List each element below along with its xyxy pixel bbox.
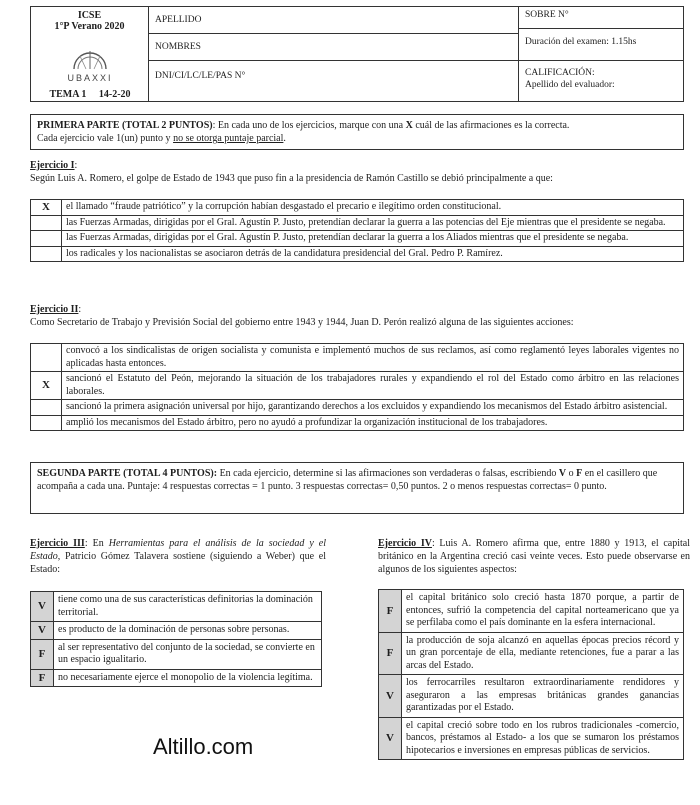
option-text: el capital creció sobre todo en los rubros tradicionales -comercio, bancos, préstamos al Estado- a los que se sumaron los préstamos hipotecarios e inversiones en empresas públicas de servicios. <box>402 717 684 760</box>
sobre-label: SOBRE N° <box>525 10 569 20</box>
tema-label: TEMA 1 14-2-20 <box>49 89 131 100</box>
ejercicio-3-options <box>30 591 322 687</box>
option-text: las Fuerzas Armadas, dirigidas por el Gral. Agustín P. Justo, pretendían declarar la guerra a los Aliados mientras que el presidente se negaba. <box>62 231 684 247</box>
option-text: sancionó la primera asignación universal por hijo, garantizando derechos a los excluidos y expandiendo los mecanismos del Estado árbitro asistencial. <box>62 400 684 416</box>
answer-mark-cell[interactable]: X <box>31 200 62 216</box>
apellido-label: APELLIDO <box>155 15 202 25</box>
ejercicio-1-prompt: Según Luis A. Romero, el golpe de Estado de 1943 que puso fin a la presidencia de Ramón Castillo se debió principalmente a que: <box>30 173 553 184</box>
answer-mark-cell[interactable]: V <box>379 717 402 760</box>
option-row <box>31 344 684 372</box>
option-row <box>379 632 684 675</box>
segunda-parte-title: SEGUNDA PARTE (TOTAL 4 PUNTOS): <box>37 468 218 479</box>
option-text: el llamado “fraude patriótico” y la corrupción habían desgastado el precario e ilegítimo orden constitucional. <box>62 200 684 216</box>
nombres-field[interactable] <box>149 34 518 61</box>
calificacion-field[interactable] <box>519 61 683 101</box>
exam-header <box>30 6 684 102</box>
ejercicio-4-options <box>378 589 684 760</box>
logo-wordmark: UBAXXI <box>67 73 113 83</box>
answer-mark-cell[interactable] <box>31 415 62 431</box>
apellido-field[interactable] <box>149 7 518 34</box>
option-text: la producción de soja alcanzó en aquellas épocas precios récord y un gran porcentaje de ella, mediante retenciones, fue a parar a las arcas del Estado. <box>402 632 684 675</box>
ejercicio-3-intro1: : En <box>84 538 109 549</box>
ejercicio-3-header <box>30 537 326 576</box>
o-connector: o <box>566 468 577 479</box>
course-label: 1°P Verano 2020 <box>54 21 125 32</box>
option-row <box>31 231 684 247</box>
option-text: amplió los mecanismos del Estado árbitro, pero no ayudó a profundizar la organización institucional de los trabajadores. <box>62 415 684 431</box>
student-fields <box>149 7 519 101</box>
option-row <box>379 717 684 760</box>
ejercicio-4-title: Ejercicio IV <box>378 538 432 549</box>
logo-cell <box>31 7 149 101</box>
option-row <box>31 592 322 622</box>
ejercicio-1-header: Ejercicio I: Según Luis A. Romero, el golpe de Estado de 1943 que puso fin a la presidencia de Ramón Castillo se debió principalmente a que: <box>30 159 690 185</box>
book-title: Herramientas para el análisis de la sociedad y el Estado <box>30 538 326 562</box>
option-row <box>31 622 322 640</box>
answer-mark-cell[interactable]: V <box>379 675 402 718</box>
option-row <box>379 675 684 718</box>
answer-mark-cell[interactable]: F <box>31 639 54 669</box>
ejercicio-4-header <box>378 537 690 576</box>
segunda-parte-instructions <box>30 462 684 514</box>
v-label: V <box>558 468 567 479</box>
option-text: los radicales y los nacionalistas se asociaron detrás de la candidatura presidencial del Gral. Pedro P. Ramírez. <box>62 246 684 262</box>
f-label: F <box>576 468 583 479</box>
option-text: sancionó el Estatuto del Peón, mejorando la situación de los trabajadores rurales y expandiendo el rol del Estado como árbitro en las relaciones laborales. <box>62 372 684 400</box>
nombres-label: NOMBRES <box>155 42 201 52</box>
answer-mark-cell[interactable] <box>31 246 62 262</box>
answer-mark-cell[interactable]: F <box>379 632 402 675</box>
primera-parte-line2-end: . <box>283 133 286 144</box>
ubaxxi-logo-icon <box>70 41 110 71</box>
ejercicio-2-options <box>30 343 684 431</box>
option-row <box>379 590 684 633</box>
primera-parte-instructions <box>30 114 684 150</box>
option-text: convocó a los sindicalistas de origen socialista y comunista e implementó muchos de sus reclamos, así como reglamentó leyes laborales vigentes no aplicadas hasta entonces. <box>62 344 684 372</box>
x-mark-label: X <box>405 120 413 131</box>
answer-mark-cell[interactable]: F <box>379 590 402 633</box>
ejercicio-4-intro: : Luis A. Romero afirma que, entre 1880 y 1913, el capital británico en la Argentina creció casi veinte veces. Esto puede observarse en algunos de los siguientes aspectos: <box>378 538 691 575</box>
ejercicio-2-title: Ejercicio II <box>30 304 79 315</box>
option-row <box>31 372 684 400</box>
icse-label: ICSE <box>77 10 102 21</box>
option-text: los ferrocarriles resultaron extraordinariamente rendidores y aseguraron a las empresas británicas grandes ganancias garantizadas por el Estado. <box>402 675 684 718</box>
option-row <box>31 415 684 431</box>
evaluador-label: Apellido del evaluador: <box>525 80 615 90</box>
answer-mark-cell[interactable] <box>31 231 62 247</box>
ejercicio-1-options <box>30 199 684 262</box>
segunda-parte-text: En cada ejercicio, determine si las afirmaciones son verdaderas o falsas, escribiendo <box>217 468 559 479</box>
option-row <box>31 200 684 216</box>
ejercicio-3-title: Ejercicio III <box>30 538 85 549</box>
option-text: el capital británico solo creció hasta 1870 porque, a partir de entonces, sufrió la competencia del capital norteamericano que ya se perfilaba como el país dominante en la esfera internacional. <box>402 590 684 633</box>
option-row <box>31 669 322 687</box>
exam-info <box>519 7 683 101</box>
dni-label: DNI/CI/LC/LE/PAS N° <box>155 71 246 81</box>
sobre-field[interactable] <box>519 7 683 29</box>
primera-parte-text2: cuál de las afirmaciones es la correcta. <box>412 120 570 131</box>
option-text: no necesariamente ejerce el monopolio de la violencia legítima. <box>54 669 322 687</box>
answer-mark-cell[interactable] <box>31 215 62 231</box>
answer-mark-cell[interactable] <box>31 400 62 416</box>
duracion-label: Duración del examen: 1.15hs <box>525 37 637 47</box>
primera-parte-text: : En cada uno de los ejercicios, marque con una <box>212 120 406 131</box>
option-text: al ser representativo del conjunto de la sociedad, se convierte en un espacio igualitario. <box>54 639 322 669</box>
no-parcial-note: no se otorga puntaje parcial <box>173 133 284 144</box>
answer-mark-cell[interactable] <box>31 344 62 372</box>
answer-mark-cell[interactable]: V <box>31 622 54 640</box>
segunda-parte-text2: en el casillero que acompaña a cada una. Puntaje: 4 respuestas correctas = 1 punto. 3 respuestas correctas= 0,50 puntos. 2 o menos respuestas correctas= 0 punto. <box>37 468 658 492</box>
answer-mark-cell[interactable]: X <box>31 372 62 400</box>
option-text: tiene como una de sus características definitorias la dominación territorial. <box>54 592 322 622</box>
option-row <box>31 215 684 231</box>
altillo-watermark: Altillo.com <box>153 734 254 759</box>
option-text: las Fuerzas Armadas, dirigidas por el Gral. Agustín P. Justo, pretendían declarar la guerra a las potencias del Eje mientras que el presidente se negaba. <box>62 215 684 231</box>
option-row <box>31 246 684 262</box>
primera-parte-title: PRIMERA PARTE (TOTAL 2 PUNTOS) <box>37 120 213 131</box>
ejercicio-2-header: Ejercicio II: Como Secretario de Trabajo y Previsión Social del gobierno entre 1943 y 1944, Juan D. Perón realizó alguna de las siguientes acciones: <box>30 303 690 329</box>
option-row <box>31 639 322 669</box>
option-row <box>31 400 684 416</box>
primera-parte-line2: Cada ejercicio vale 1(un) punto y <box>37 133 174 144</box>
calificacion-label: CALIFICACIÓN: <box>525 68 595 78</box>
dni-field[interactable] <box>149 61 518 101</box>
option-text: es producto de la dominación de personas sobre personas. <box>54 622 322 640</box>
ejercicio-2-prompt: Como Secretario de Trabajo y Previsión Social del gobierno entre 1943 y 1944, Juan D. Perón realizó alguna de las siguientes acciones: <box>30 317 574 328</box>
ejercicio-3-intro2: , Patricio Gómez Talavera sostiene (siguiendo a Weber) que el Estado: <box>30 551 326 575</box>
duracion-cell <box>519 29 683 61</box>
ejercicio-1-title: Ejercicio I <box>30 160 75 171</box>
answer-mark-cell[interactable]: V <box>31 592 54 622</box>
answer-mark-cell[interactable]: F <box>31 669 54 687</box>
